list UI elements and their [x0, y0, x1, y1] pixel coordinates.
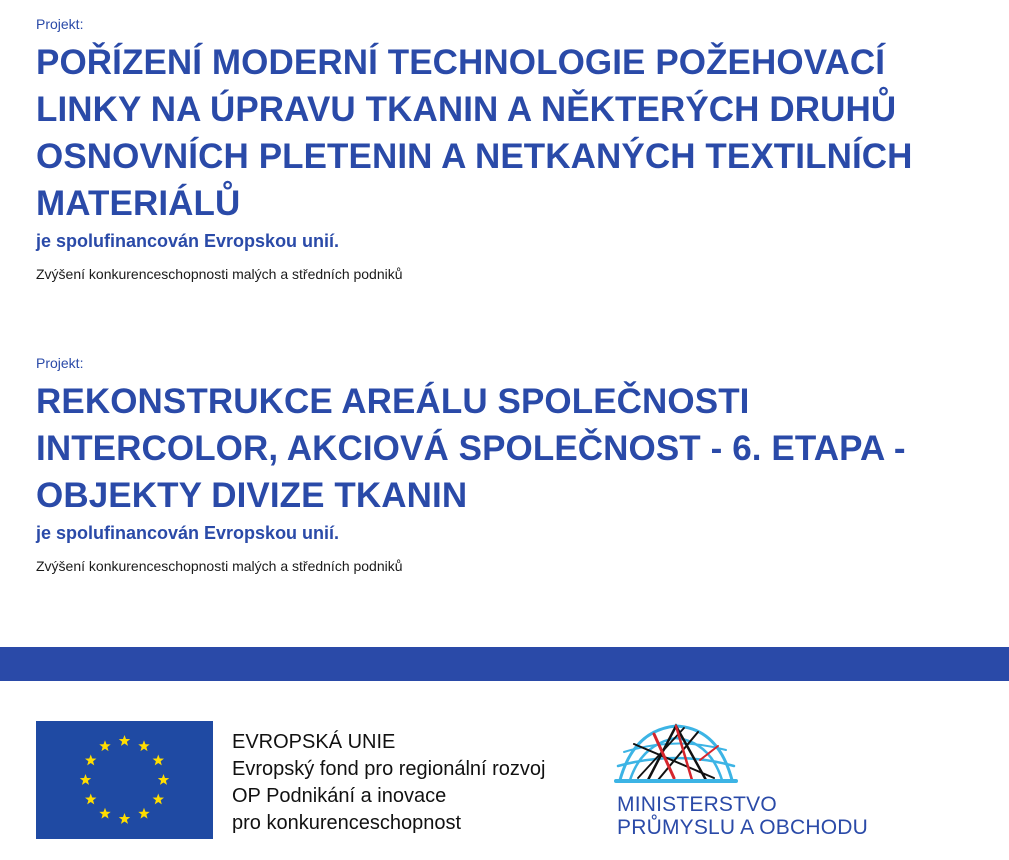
eu-star: [138, 740, 149, 751]
eu-star: [99, 808, 110, 819]
project-block-1: [36, 16, 986, 282]
eu-star: [153, 755, 164, 766]
eu-star: [85, 794, 96, 805]
program-name: Zvýšení konkurenceschopnosti malých a středních podniků: [36, 558, 403, 574]
ministry-name: [617, 793, 868, 839]
ministry-line-1: MINISTERSTVO: [617, 793, 777, 816]
eu-flag-icon: [36, 721, 213, 839]
eu-star: [85, 755, 96, 766]
project-title: POŘÍZENÍ MODERNÍ TECHNOLOGIE POŽEHOVACÍ LINKY NA ÚPRAVU TKANIN A NĚKTERÝCH DRUHŮ OSNOVNÍCH PLETENIN A NETKANÝCH TEXTILNÍCH MATERIÁLŮ: [36, 43, 913, 223]
eu-star: [158, 774, 169, 785]
eu-star: [153, 794, 164, 805]
eu-line-competitiveness: pro konkurenceschopnost: [232, 812, 462, 834]
eu-fund-text: [232, 729, 546, 837]
project-title: REKONSTRUKCE AREÁLU SPOLEČNOSTI INTERCOLOR, AKCIOVÁ SPOLEČNOST - 6. ETAPA - OBJEKTY DIVIZE TKANIN: [36, 382, 906, 515]
eu-star: [138, 808, 149, 819]
eu-star: [119, 813, 130, 824]
eu-star: [80, 774, 91, 785]
program-name: Zvýšení konkurenceschopnosti malých a středních podniků: [36, 266, 403, 282]
eu-star: [99, 740, 110, 751]
project-label: Projekt:: [36, 16, 84, 32]
eu-line-programme: OP Podnikání a inovace: [232, 785, 447, 807]
ministry-line-2: PRŮMYSLU A OBCHODU: [617, 816, 868, 839]
ministry-globe-logo-icon: [614, 720, 754, 786]
project-block-2: [36, 355, 986, 574]
eu-star: [119, 735, 130, 746]
cofinancing-statement: je spolufinancován Evropskou unií.: [36, 231, 340, 251]
eu-line-union: EVROPSKÁ UNIE: [232, 731, 396, 753]
divider-band: [0, 647, 1009, 681]
cofinancing-statement: je spolufinancován Evropskou unií.: [36, 523, 340, 543]
eu-line-fund: Evropský fond pro regionální rozvoj: [232, 758, 546, 780]
project-label: Projekt:: [36, 355, 84, 371]
